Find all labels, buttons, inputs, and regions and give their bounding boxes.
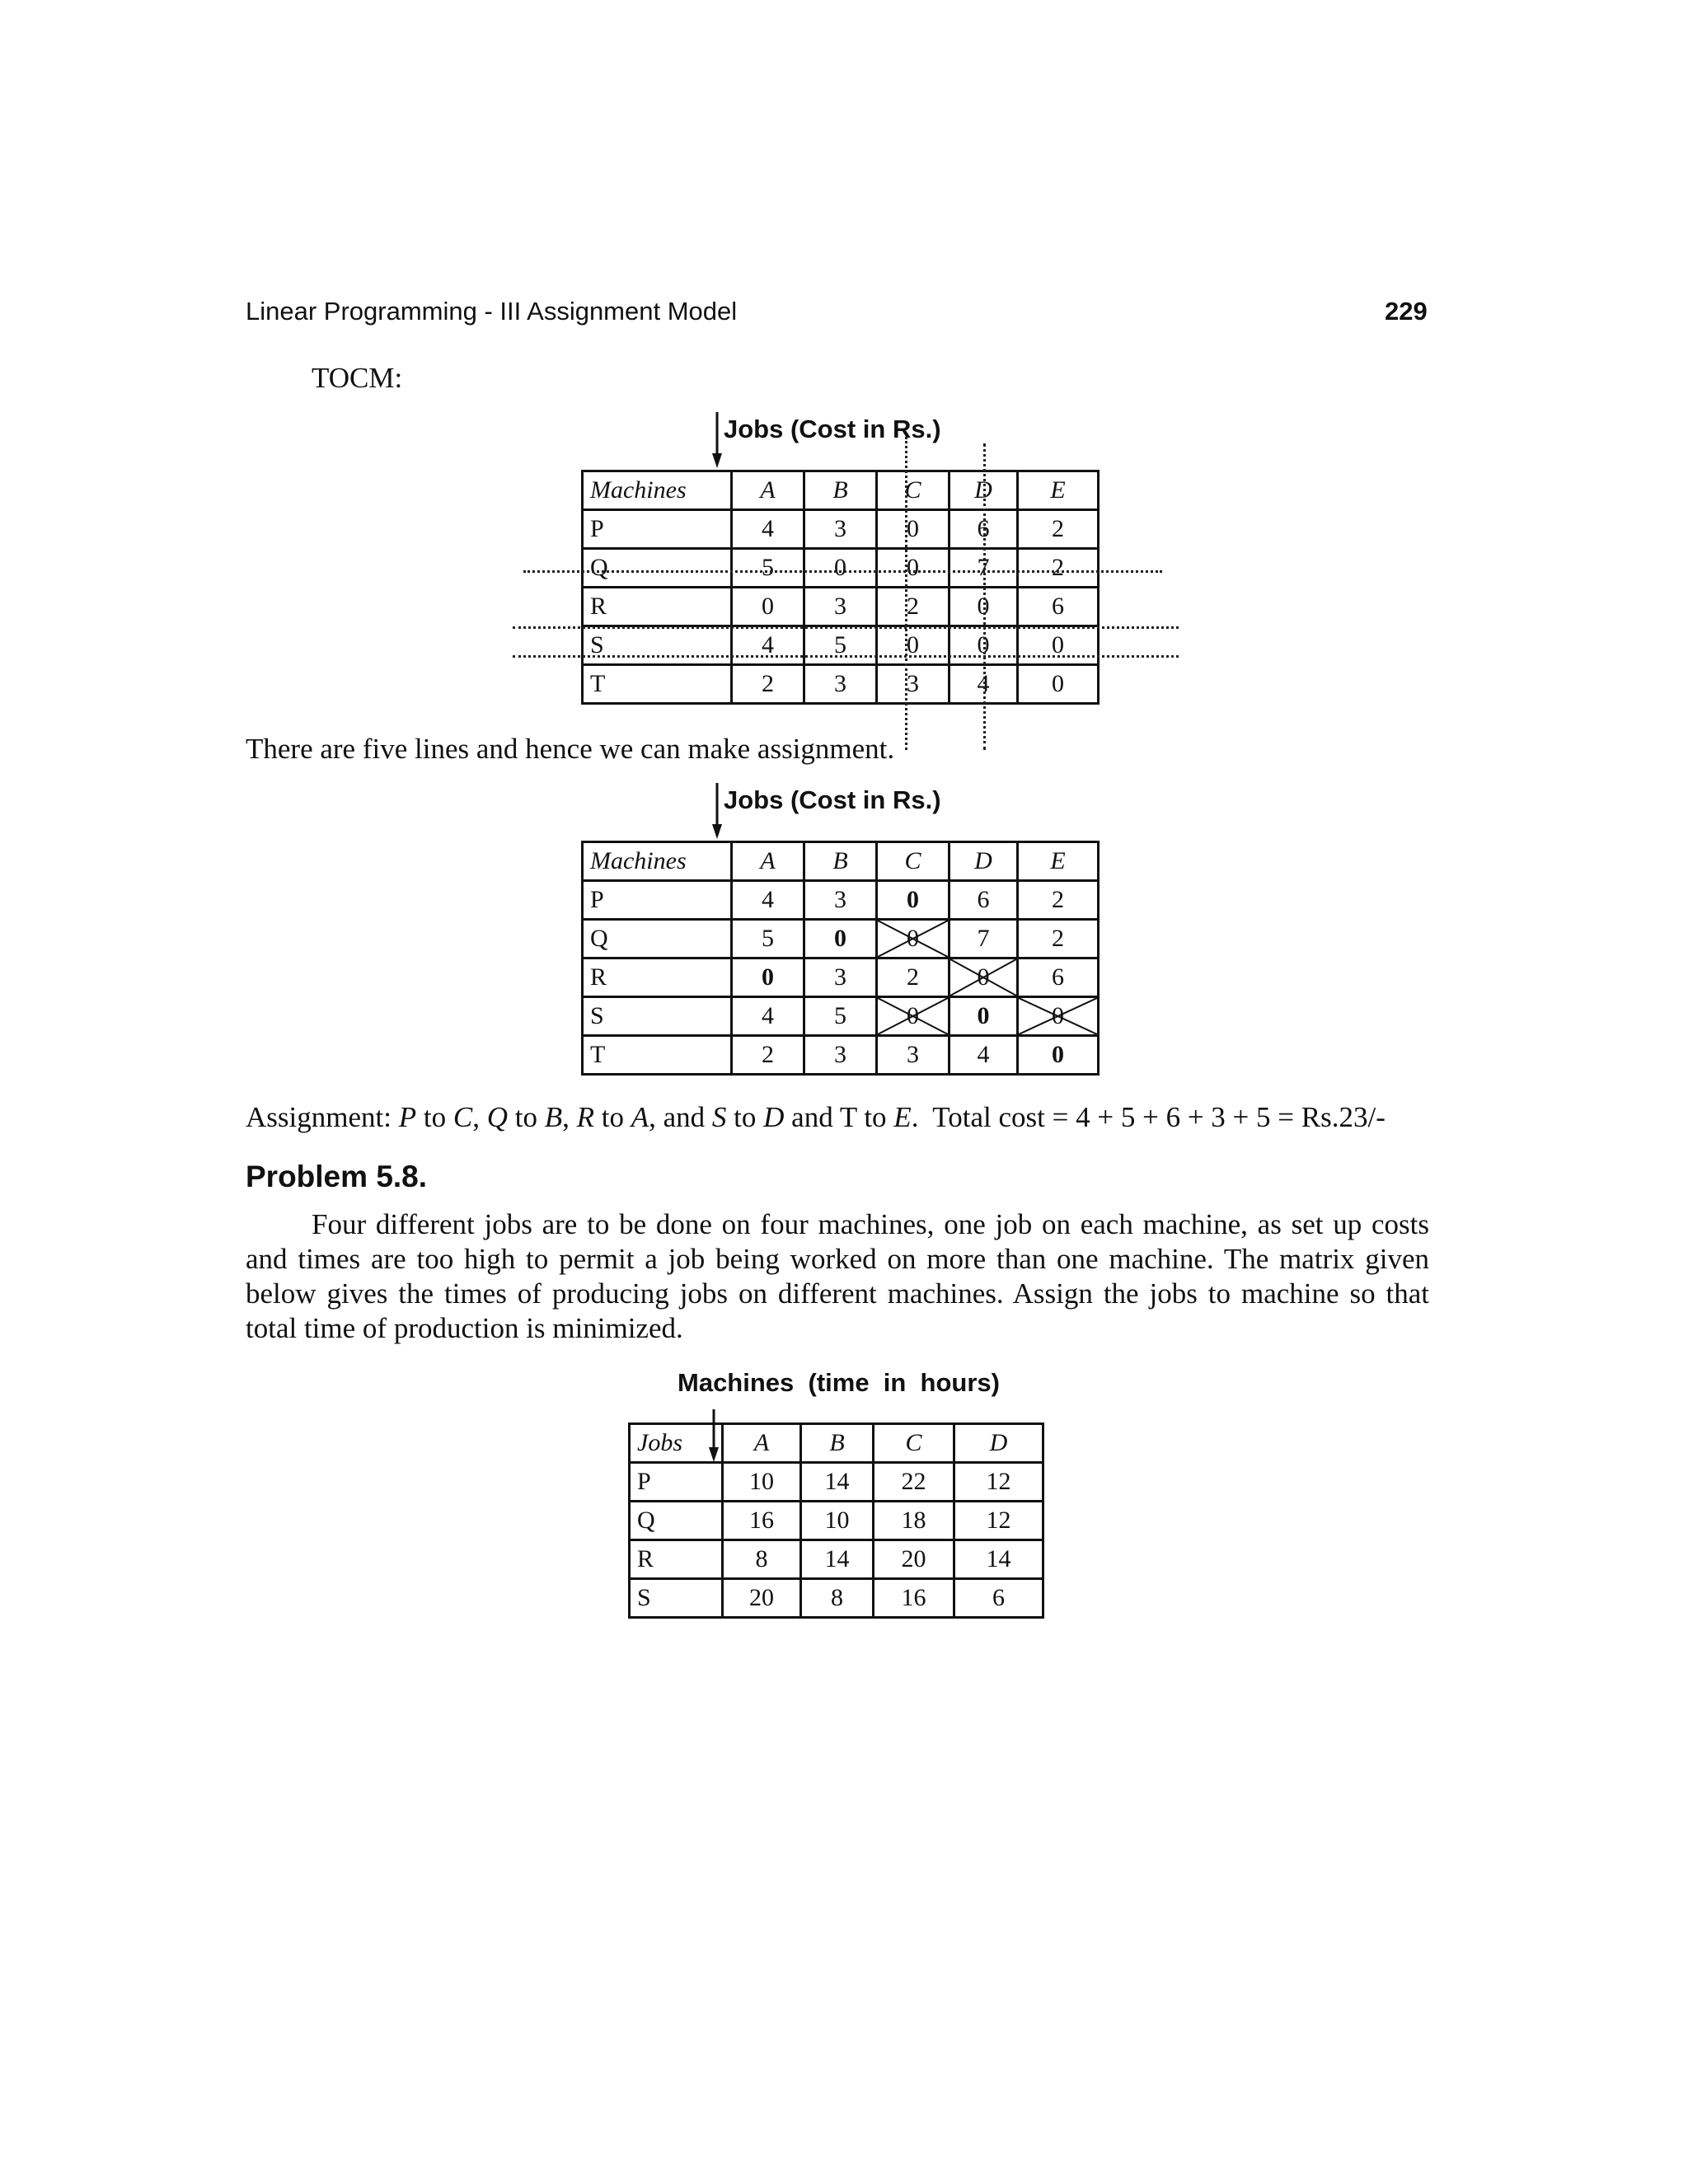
assignment-connector: to [416,1101,453,1133]
table-cell: 6 [1018,588,1099,626]
table-cell: 4 [950,665,1018,704]
assigned-cell: 0 [804,920,877,958]
table-cell: 12 [954,1502,1043,1540]
table-cell: 7 [950,920,1018,958]
table-cell: 3 [877,665,950,704]
table-cell: 0 [877,626,950,665]
table3 [628,1422,1044,1619]
row-label: Q [630,1502,723,1540]
row-label: T [583,1036,732,1075]
table-cell: 4 [732,997,804,1036]
table-cell: 5 [804,626,877,665]
table-cell: 6 [950,510,1018,549]
table-cell: 4 [950,1036,1018,1075]
table-row [583,920,1099,958]
assignment-connector: to [726,1101,764,1133]
row-label: R [630,1540,723,1579]
table-cell: 14 [801,1540,874,1579]
table-cell: 0 [804,549,877,588]
table-cell: 8 [723,1540,801,1579]
table2-title: Jobs (Cost in Rs.) [724,785,941,814]
table-row [583,588,1099,626]
table-cell: 2 [732,665,804,704]
table1-col: A [732,471,804,510]
five-lines-text: There are five lines and hence we can make assignment. [246,733,895,765]
table-cell: 6 [1018,958,1099,997]
row-label: P [583,881,732,920]
assignment-job: E [893,1101,912,1133]
table-cell: 14 [954,1540,1043,1579]
assigned-cell: 0 [1018,1036,1099,1075]
cover-line-col-d [983,443,986,750]
table1-col: C [877,471,950,510]
crossed-cell [1018,997,1099,1036]
assignment-job: C [452,1101,473,1133]
assigned-cell: 0 [950,997,1018,1036]
row-label: R [583,958,732,997]
table-cell: 0 [1018,665,1099,704]
crossed-cell [877,920,950,958]
table3-col: A [723,1424,801,1463]
table3-corner: Jobs [630,1424,723,1463]
table-cell: 0 [1018,626,1099,665]
table2 [581,841,1100,1076]
table-cell: 3 [877,1036,950,1075]
table-cell: 3 [804,510,877,549]
table-cell: 5 [804,997,877,1036]
table-cell: 0 [950,588,1018,626]
table-cell: 3 [804,1036,877,1075]
table-cell: 0 [950,626,1018,665]
table-cell: 20 [874,1540,954,1579]
assignment-machine: S [711,1101,727,1133]
table2-arrow-icon [710,783,724,841]
assignment-machine: R [576,1101,594,1133]
table2-header-row [583,842,1099,881]
table1-header-row [583,471,1099,510]
table-cell: 3 [804,665,877,704]
assignment-job: B [544,1101,563,1133]
table-cell: 0 [877,549,950,588]
table2-col: E [1018,842,1099,881]
table3-header-row [630,1424,1043,1463]
table2-col: C [877,842,950,881]
table-cell: 2 [877,958,950,997]
assignment-lead: Assignment: [246,1101,399,1133]
problem-paragraph: Four different jobs are to be done on four machines, one job on each machine, as set up costs and times are too high to permit a job being worked on more than one machine. The matrix given below gives the times of producing jobs on different machines. Assign the jobs to machine so that total time of production is minimized. [246,1208,1429,1344]
table-row [583,626,1099,665]
table-row [583,997,1099,1036]
row-label: S [583,626,732,665]
table-cell: 14 [801,1463,874,1502]
row-label: Q [583,920,732,958]
assignment-job: D [763,1101,785,1133]
assignment-connector: , and [649,1101,712,1133]
table-cell: 4 [732,626,804,665]
table-cell: 6 [950,881,1018,920]
assignment-text [246,1100,1386,1135]
table1-arrow-icon [710,412,724,470]
table1-col: D [950,471,1018,510]
crossed-value: 0 [907,925,919,952]
cover-line-row-s [513,655,1179,658]
table-cell: 7 [950,549,1018,588]
table2-col: D [950,842,1018,881]
table-cell: 20 [723,1579,801,1618]
table-cell: 3 [804,588,877,626]
table2-corner: Machines [583,842,732,881]
table-cell: 4 [732,881,804,920]
table-row [583,665,1099,704]
table-row [583,1036,1099,1075]
table-cell: 16 [723,1502,801,1540]
table-cell: 2 [1018,549,1099,588]
table-cell: 3 [804,958,877,997]
table-cell: 22 [874,1463,954,1502]
row-label: Q [583,549,732,588]
row-label: P [583,510,732,549]
table2-col: B [804,842,877,881]
table3-col: C [874,1424,954,1463]
page-number: 229 [1385,297,1428,326]
problem-heading: Problem 5.8. [246,1160,428,1193]
table-cell: 8 [801,1579,874,1618]
table-cell: 4 [732,510,804,549]
table-cell: 0 [732,588,804,626]
tocm-label: TOCM: [312,362,403,394]
crossed-value: 0 [977,963,990,991]
table-cell: 3 [804,881,877,920]
table-cell: 16 [874,1579,954,1618]
assignment-connector: to [507,1101,545,1133]
cover-line-col-c [905,437,907,750]
row-label: T [583,665,732,704]
table-cell: 2 [732,1036,804,1075]
assignment-machine: Q [486,1101,508,1133]
table3-title: Machines (time in hours) [678,1368,1000,1397]
table-cell: 18 [874,1502,954,1540]
table-cell: 2 [1018,920,1099,958]
table-cell: 10 [801,1502,874,1540]
cover-line-row-r [513,626,1179,629]
row-label: P [630,1463,723,1502]
table-row [630,1463,1043,1502]
table-row [630,1540,1043,1579]
crossed-cell [950,958,1018,997]
table2-col: A [732,842,804,881]
table-row [583,510,1099,549]
table1 [581,470,1100,705]
table1-col: E [1018,471,1099,510]
assignment-total: Total cost = 4 + 5 + 6 + 3 + 5 = Rs.23/- [918,1101,1386,1133]
assignment-job: A [631,1101,649,1133]
cover-line-row-q [523,570,1162,573]
table1-col: B [804,471,877,510]
table-cell: 12 [954,1463,1043,1502]
assigned-cell: 0 [732,958,804,997]
row-label: R [583,588,732,626]
assignment-connector: , [562,1101,577,1133]
table3-col: B [801,1424,874,1463]
table1-title: Jobs (Cost in Rs.) [724,415,941,443]
crossed-value: 0 [907,1002,919,1029]
table1-corner: Machines [583,471,732,510]
table-cell: 2 [1018,510,1099,549]
running-head: Linear Programming - III Assignment Model [246,297,738,326]
assignment-connector: and T to [784,1101,894,1133]
table-cell: 5 [732,920,804,958]
table-cell: 10 [723,1463,801,1502]
crossed-cell [877,997,950,1036]
table-row [583,958,1099,997]
table-row [630,1579,1043,1618]
table-row [583,549,1099,588]
row-label: S [630,1579,723,1618]
table-cell: 2 [877,588,950,626]
row-label: S [583,997,732,1036]
table-row [583,881,1099,920]
assigned-cell: 0 [877,881,950,920]
table-cell: 5 [732,549,804,588]
assignment-connector: to [593,1101,631,1133]
table-row [630,1502,1043,1540]
assignment-machine: P [398,1101,417,1133]
table3-col: D [954,1424,1043,1463]
table-cell: 0 [877,510,950,549]
crossed-value: 0 [1052,1002,1064,1029]
assignment-connector: . [911,1101,919,1133]
table-cell: 6 [954,1579,1043,1618]
table-cell: 2 [1018,881,1099,920]
assignment-connector: , [472,1101,487,1133]
